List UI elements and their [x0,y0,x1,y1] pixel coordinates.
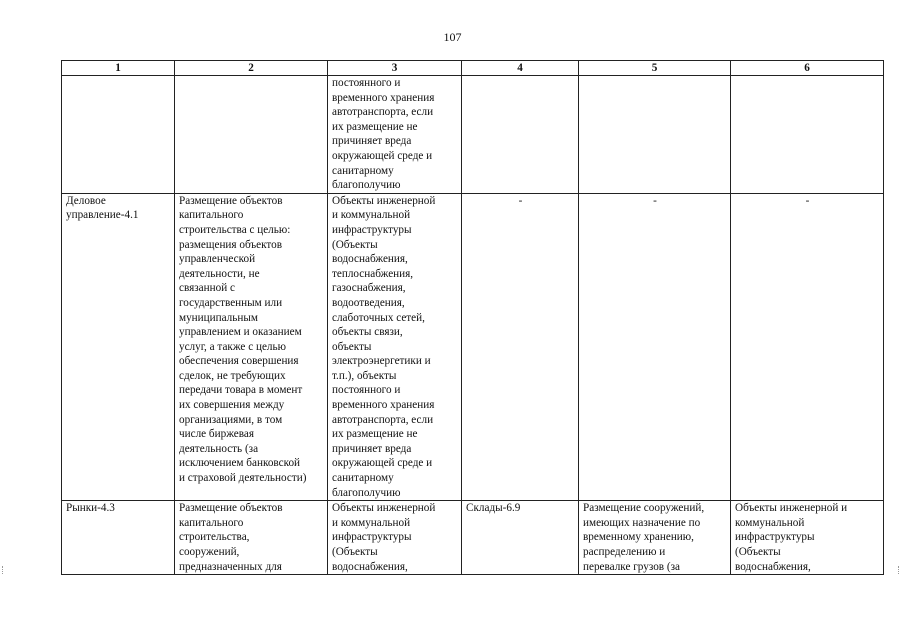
scan-edge-mark-left [2,566,7,574]
table-header-row [62,61,884,76]
scan-edge-mark-right [898,566,903,574]
table-cell: Размещение объектов капитального строительства, сооружений, предназначенных для [175,501,328,575]
table-cell: Деловое управление-4.1 [62,193,175,500]
column-header-3: 3 [328,61,462,76]
column-header-6: 6 [731,61,884,76]
table-cell [175,76,328,194]
table-cell: - [462,193,579,500]
column-header-5: 5 [579,61,731,76]
page-number: 107 [443,30,462,44]
table-cell: Объекты инженерной и коммунальной инфраструктуры (Объекты водоснабжения, [328,501,462,575]
table-row [62,193,884,500]
table-row [62,501,884,575]
column-header-4: 4 [462,61,579,76]
table-cell [731,76,884,194]
land-use-table [61,60,884,575]
table-cell: - [731,193,884,500]
table-cell: Рынки-4.3 [62,501,175,575]
table-cell: Размещение сооружений, имеющих назначение по временному хранению, распределению и перевалке грузов (за [579,501,731,575]
table-cell: постоянного и временного хранения автотранспорта, если их размещение не причиняет вреда окружающей среде и санитарному благополучию [328,76,462,194]
table-cell: Объекты инженерной и коммунальной инфраструктуры (Объекты водоснабжения, теплоснабжения, газоснабжения, водоотведения, слаботочных сетей, объекты связи, объекты электроэнергетики и т.п.), объекты постоянного и временного хранения автотранспорта, если их размещение не причиняет вреда окружающей среде и санитарному благополучию [328,193,462,500]
column-header-2: 2 [175,61,328,76]
table-cell: Склады-6.9 [462,501,579,575]
table-cell [579,76,731,194]
table-cell: Размещение объектов капитального строительства с целью: размещения объектов управленческой деятельности, не связанной с государственным или муниципальным управлением и оказанием услуг, а также с целью обеспечения совершения сделок, не требующих передачи товара в момент их совершения между организациями, в том числе биржевая деятельность (за исключением банковской и страховой деятельности) [175,193,328,500]
table-cell [462,76,579,194]
column-header-1: 1 [62,61,175,76]
table-cell: Объекты инженерной и коммунальной инфраструктуры (Объекты водоснабжения, [731,501,884,575]
table-cell: - [579,193,731,500]
table-row [62,76,884,194]
table-cell [62,76,175,194]
